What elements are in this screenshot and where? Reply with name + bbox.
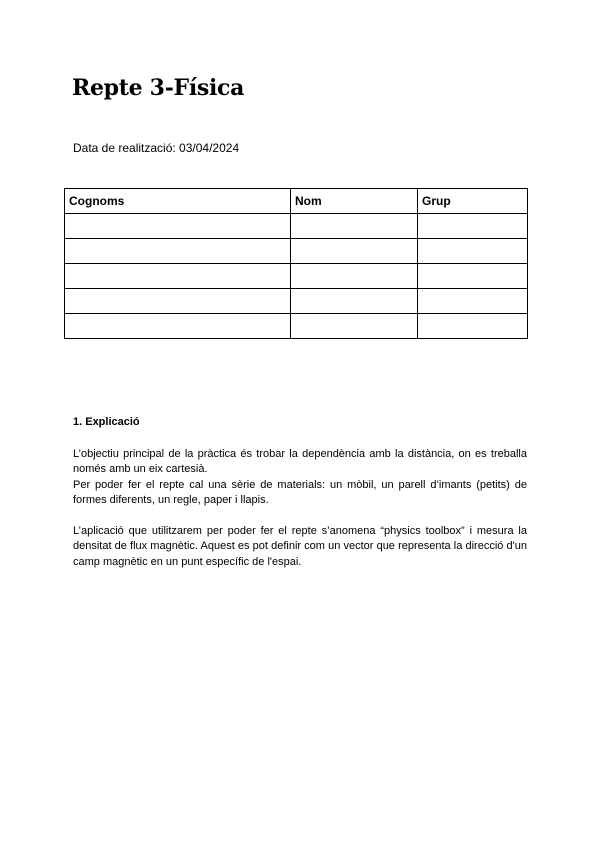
paragraph-objective: L’objectiu principal de la pràctica és trobar la dependència amb la distància, on es treballa només amb un eix cartesià. xyxy=(73,447,527,475)
table-header-row xyxy=(65,189,528,214)
table-row xyxy=(65,264,528,289)
table-cell-nom[interactable] xyxy=(291,264,418,289)
table-row xyxy=(65,239,528,264)
members-table xyxy=(64,188,528,339)
table-cell-nom[interactable] xyxy=(291,214,418,239)
table-cell-nom[interactable] xyxy=(291,289,418,314)
table-cell-nom[interactable] xyxy=(291,239,418,264)
header-nom: Nom xyxy=(291,189,418,214)
header-grup: Grup xyxy=(418,189,528,214)
table-cell-grup[interactable] xyxy=(418,239,528,264)
document-title: Repte 3-Física xyxy=(72,75,245,101)
table-row xyxy=(65,214,528,239)
table-cell-cognoms[interactable] xyxy=(65,289,291,314)
table-cell-cognoms[interactable] xyxy=(65,264,291,289)
table-cell-cognoms[interactable] xyxy=(65,314,291,339)
section-heading: 1. Explicació xyxy=(73,416,140,428)
explanation-section xyxy=(73,415,527,570)
completion-date: Data de realització: 03/04/2024 xyxy=(73,141,240,155)
table-cell-grup[interactable] xyxy=(418,289,528,314)
table-cell-cognoms[interactable] xyxy=(65,214,291,239)
table-row xyxy=(65,289,528,314)
paragraph-materials: Per poder fer el repte cal una sèrie de materials: un mòbil, un parell d’imants (petits) de formes diferents, un regle, paper i llapis. xyxy=(73,478,527,506)
table-cell-grup[interactable] xyxy=(418,214,528,239)
table-cell-cognoms[interactable] xyxy=(65,239,291,264)
table-cell-nom[interactable] xyxy=(291,314,418,339)
table-cell-grup[interactable] xyxy=(418,314,528,339)
table-row xyxy=(65,314,528,339)
table-cell-grup[interactable] xyxy=(418,264,528,289)
header-cognoms: Cognoms xyxy=(65,189,291,214)
paragraph-application: L’aplicació que utilitzarem per poder fer el repte s’anomena “physics toolbox” i mesura la densitat de flux magnètic. Aquest es pot definir com un vector que representa la direcció d'un camp magnètic en un punt específic de l'espai. xyxy=(73,524,527,568)
